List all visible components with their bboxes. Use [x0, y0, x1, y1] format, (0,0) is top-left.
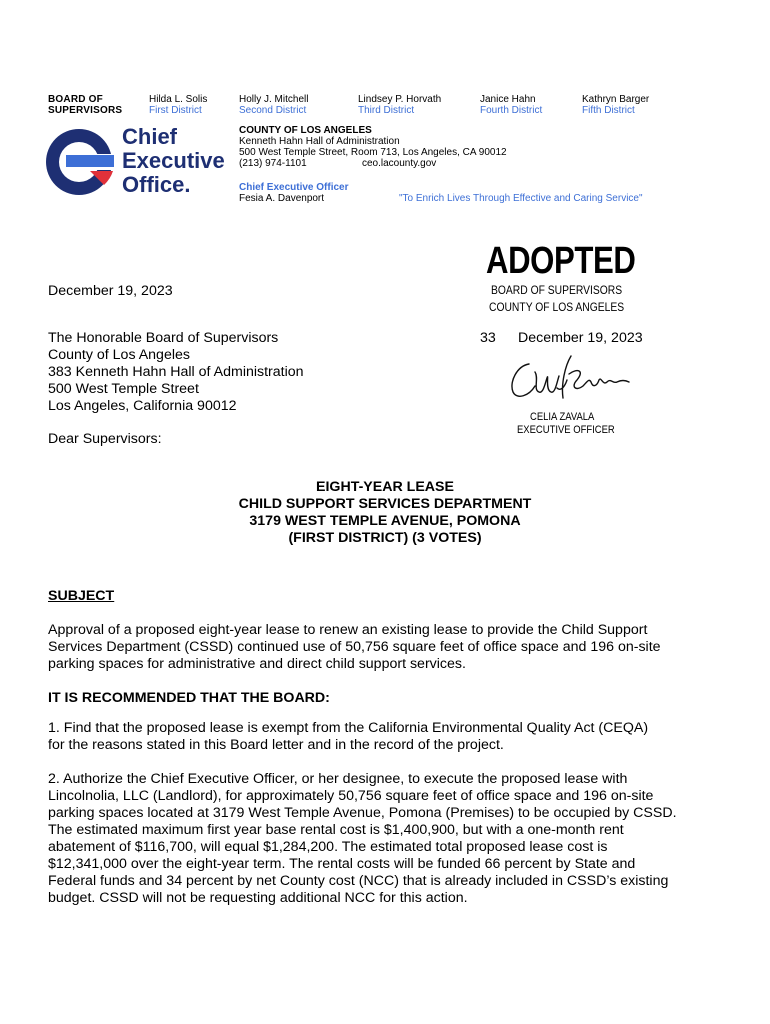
supervisor-district: Second District [239, 105, 307, 116]
paragraph-line: 2. Authorize the Chief Executive Officer, or her designee, to execute the proposed lease with [48, 771, 628, 787]
logo-line2: Executive [122, 148, 225, 173]
supervisor-name: Holly J. Mitchell [239, 94, 309, 105]
supervisor-name: Lindsey P. Horvath [358, 94, 442, 105]
paragraph-line: abatement of $116,700, will equal $1,284,200. The estimated total proposed lease cost is [48, 839, 608, 855]
paragraph-line: The estimated maximum first year base rental cost is $1,400,900, but with a one-month rent [48, 822, 624, 838]
recommendation-2 [48, 771, 677, 907]
stamp-item-number: 33 [480, 330, 496, 346]
paragraph-line: parking spaces for administrative and direct child support services. [48, 656, 466, 672]
supervisor-4 [480, 94, 542, 116]
county-phone: (213) 974-1101 [239, 158, 307, 169]
paragraph-line: Services Department (CSSD) continued use of 50,756 square feet of office space and 196 on-site [48, 639, 661, 655]
ceo-title: Chief Executive Officer [239, 182, 349, 193]
stamp-signer-title: EXECUTIVE OFFICER [517, 424, 615, 436]
logo-line1: Chief [122, 124, 177, 149]
ceo-logo-wordmark [122, 125, 225, 197]
logo-line3: Office. [122, 172, 191, 197]
supervisor-name: Kathryn Barger [582, 94, 650, 105]
subject-paragraph [48, 622, 661, 673]
paragraph-line: parking spaces located at 3179 West Temple Avenue, Pomona (Premises) to be occupied by CSSD. [48, 805, 677, 821]
ceo-name: Fesia A. Davenport [239, 193, 325, 204]
title-line: 3179 WEST TEMPLE AVENUE, POMONA [249, 513, 521, 529]
county-info [239, 125, 507, 169]
county-website-link[interactable]: ceo.lacounty.gov [362, 158, 437, 169]
supervisor-2 [239, 94, 308, 116]
adopted-stamp-title: ADOPTED [486, 240, 636, 282]
supervisor-name: Janice Hahn [480, 94, 536, 105]
salutation: Dear Supervisors: [48, 431, 162, 447]
county-name: COUNTY OF LOS ANGELES [239, 125, 372, 136]
stamp-signer-name: CELIA ZAVALA [530, 411, 595, 423]
signature-icon [505, 352, 630, 404]
paragraph-line: budget. CSSD will not be requesting additional NCC for this action. [48, 890, 468, 906]
subject-heading: SUBJECT [48, 588, 115, 604]
county-hall: Kenneth Hahn Hall of Administration [239, 136, 400, 147]
letter-date: December 19, 2023 [48, 283, 173, 299]
county-address: 500 West Temple Street, Room 713, Los Angeles, CA 90012 [239, 147, 507, 158]
recommend-heading: IT IS RECOMMENDED THAT THE BOARD: [48, 690, 330, 706]
board-label-line2: SUPERVISORS [48, 105, 123, 116]
paragraph-line: Lincolnolia, LLC (Landlord), for approximately 50,756 square feet of office space and 196 on-site [48, 788, 654, 804]
ceo-info [239, 182, 348, 204]
supervisor-district: Third District [358, 105, 415, 116]
recommendation-1 [48, 720, 648, 754]
address-line: The Honorable Board of Supervisors [48, 330, 279, 346]
paragraph-line: Federal funds and 34 percent by net County cost (NCC) that is already included in CSSD’s existing [48, 873, 669, 889]
supervisor-1 [149, 94, 207, 116]
recipient-address [48, 330, 304, 415]
supervisor-district: First District [149, 105, 202, 116]
board-of-supervisors-label [48, 94, 122, 116]
title-line: EIGHT-YEAR LEASE [316, 479, 454, 495]
motto: "To Enrich Lives Through Effective and Caring Service" [399, 193, 643, 204]
stamp-board-line: BOARD OF SUPERVISORS [491, 283, 623, 297]
address-line: Los Angeles, California 90012 [48, 398, 237, 414]
letter-title [0, 479, 770, 547]
supervisor-district: Fifth District [582, 105, 635, 116]
supervisor-name: Hilda L. Solis [149, 94, 208, 105]
paragraph-line: for the reasons stated in this Board letter and in the record of the project. [48, 737, 504, 753]
stamp-date: December 19, 2023 [518, 330, 643, 346]
title-line: CHILD SUPPORT SERVICES DEPARTMENT [238, 496, 532, 512]
paragraph-line: Approval of a proposed eight-year lease to renew an existing lease to provide the Child Support [48, 622, 648, 638]
paragraph-line: $12,341,000 over the eight-year term. The rental costs will be funded 66 percent by State and [48, 856, 636, 872]
cei-logo-icon [44, 127, 114, 197]
supervisor-3 [358, 94, 441, 116]
paragraph-line: 1. Find that the proposed lease is exempt from the California Environmental Quality Act (CEQA) [48, 720, 649, 736]
title-line: (FIRST DISTRICT) (3 VOTES) [288, 530, 482, 546]
address-line: County of Los Angeles [48, 347, 190, 363]
stamp-county-line: COUNTY OF LOS ANGELES [489, 300, 625, 314]
board-label-line1: BOARD OF [48, 94, 103, 105]
address-line: 383 Kenneth Hahn Hall of Administration [48, 364, 304, 380]
supervisor-5 [582, 94, 649, 116]
supervisor-district: Fourth District [480, 105, 543, 116]
address-line: 500 West Temple Street [48, 381, 199, 397]
